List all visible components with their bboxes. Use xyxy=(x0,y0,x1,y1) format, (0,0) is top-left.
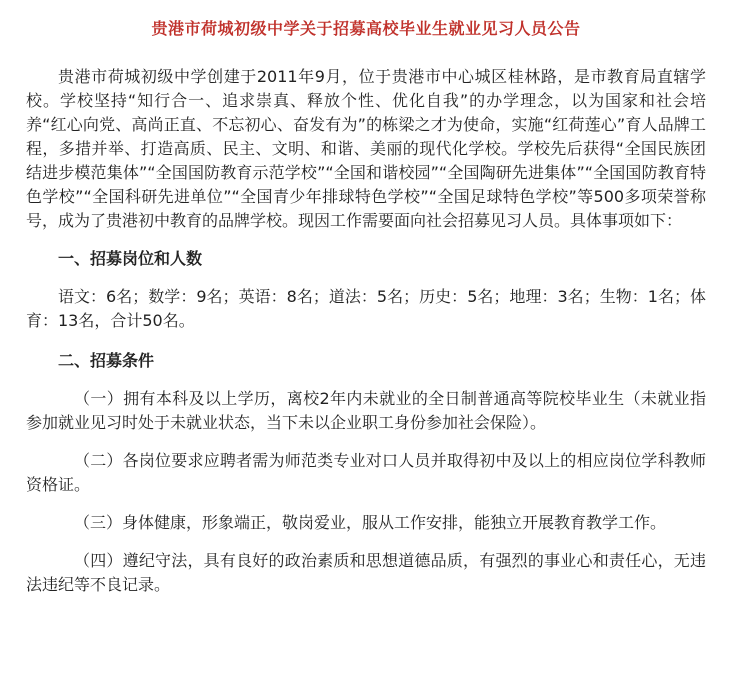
condition-item-2: （二）各岗位要求应聘者需为师范类专业对口人员并取得初中及以上的相应岗位学科教师资格证。 xyxy=(26,451,706,494)
section-heading-positions: 一、招募岗位和人数 xyxy=(58,249,203,268)
section-heading-conditions: 二、招募条件 xyxy=(58,351,155,370)
intro-paragraph: 贵港市荷城初级中学创建于2011年9月，位于贵港市中心城区桂林路，是市教育局直辖学校。学校坚持“知行合一、追求崇真、释放个性、优化自我”的办学理念，以为国家和社会培养“红心向党、高尚正直、不忘初心、奋发有为”的栋梁之才为使命，实施“红荷莲心”育人品牌工程，多措并举、打造高质、民主、文明、和谐、美丽的现代化学校。学校先后获得“全国民族团结进步模范集体”“全国国防教育示范学校”“全国和谐校园”“全国陶研先进集体”“全国国防教育特色学校”“全国科研先进单位”“全国青少年排球特色学校”“全国足球特色学校”等500多项荣誉称号，成为了贵港初中教育的品牌学校。现因工作需要面向社会招募见习人员。具体事项如下： xyxy=(26,67,706,230)
condition-item-3: （三）身体健康，形象端正，敬岗爱业，服从工作安排，能独立开展教育教学工作。 xyxy=(74,513,667,532)
positions-paragraph: 语文：6名；数学：9名；英语：8名；道法：5名；历史：5名；地理：3名；生物：1名；体育：13名，合计50名。 xyxy=(26,287,706,330)
page-title: 贵港市荷城初级中学关于招募高校毕业生就业见习人员公告 xyxy=(151,19,581,38)
condition-item-1: （一）拥有本科及以上学历，离校2年内未就业的全日制普通高等院校毕业生（未就业指参加就业见习时处于未就业状态，当下未以企业职工身份参加社会保险）。 xyxy=(26,389,706,432)
condition-item-4: （四）遵纪守法，具有良好的政治素质和思想道德品质，有强烈的事业心和责任心，无违法违纪等不良记录。 xyxy=(26,551,706,594)
